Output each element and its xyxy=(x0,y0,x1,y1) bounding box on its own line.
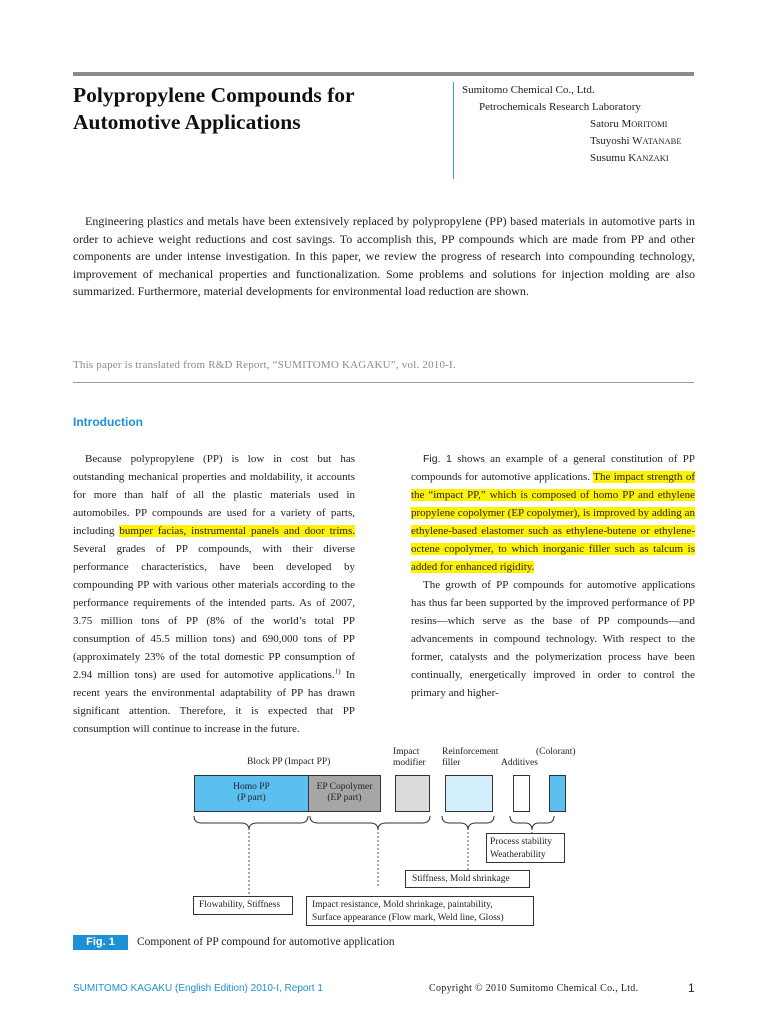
paper-title: Polypropylene Compounds for Automotive Applications xyxy=(73,83,355,134)
highlight-parts: bumper facias, instrumental panels and door trims. xyxy=(119,525,355,537)
label-modifier: modifier xyxy=(393,758,426,768)
figure-caption: Component of PP compound for automotive application xyxy=(137,936,395,948)
box-impact-resistance: Impact resistance, Mold shrinkage, paintability, Surface appearance (Flow mark, Weld line, Gloss) xyxy=(306,896,534,926)
header-divider xyxy=(453,82,454,179)
box-homo-pp: Homo PP (P part) xyxy=(194,775,309,812)
label-reinforcement: Reinforcement xyxy=(442,747,499,757)
column-continuation-spacer xyxy=(411,414,695,450)
box-flowability: Flowability, Stiffness xyxy=(193,896,293,915)
abstract-text: Engineering plastics and metals have been extensively replaced by polypropylene (PP) based materials in automotive parts in order to achieve weight reductions and cost savings. To accomplish this, PP compounds which are made from PP and other components are under intense investigation. In this paper, we review the progress of research into compounding technology, improvement of mechanical properties and functionalization. Some problems and solutions for injection molding are also summarized. Furthermore, material developments for environmental load reduction are shown. xyxy=(73,214,695,298)
brace-block-pp xyxy=(310,816,430,830)
highlight-impact-strength: The impact strength of the “impact PP,” which is composed of homo PP and ethylene propylene copolymer (EP copolymer), is improved by adding an ethylene-based elastomer such as ethylene-butene or ethylene-octene copolymer, to which inorganic filler such as talcum is added for enhanced rigidity. xyxy=(411,471,695,573)
affiliation-lab: Petrochemicals Research Laboratory xyxy=(479,101,641,113)
abstract xyxy=(73,213,695,301)
label-filler: filler xyxy=(442,758,461,768)
intro-paragraph-2: Fig. 1 shows an example of a general constitution of PP compounds for automotive applications. The impact strength of the “impact PP,” which is composed of homo PP and ethylene propylene copolymer (EP copolymer), is improved by adding an ethylene-based elastomer such as ethylene-butene or ethylene-octene copolymer, to which inorganic filler such as talcum is added for enhanced rigidity. xyxy=(411,453,695,573)
translation-note: This paper is translated from R&D Report, “SUMITOMO KAGAKU”, vol. 2010-I. xyxy=(73,359,456,371)
box-colorant xyxy=(549,775,566,812)
section-heading-introduction: Introduction xyxy=(73,415,143,429)
author-3: Susumu KANZAKI xyxy=(590,152,669,164)
brace-additives xyxy=(510,816,554,830)
box-additives xyxy=(513,775,530,812)
box-impact-modifier xyxy=(395,775,430,812)
label-block-pp: Block PP (Impact PP) xyxy=(247,757,331,767)
box-reinforcement-filler xyxy=(445,775,493,812)
box-stiffness-shrinkage: Stiffness, Mold shrinkage xyxy=(405,870,530,888)
intro-paragraph-1: Because polypropylene (PP) is low in cost but has outstanding mechanical properties and moldability, it accounts for more than half of all the plastic materials used in automobiles. PP compounds are used for a variety of parts, including bumper facias, instrumental panels and door trims. Several grades of PP compounds, with their diverse performance characteristics, have been developed by compounding PP with various other materials according to the performance requirements of the intended parts. As of 2007, 3.75 million tons of PP (8% of the world’s total PP consumption of 45.5 million tons) and 690,000 tons of PP (approximately 23% of the total domestic PP consumption of 2.94 million tons) are used for automotive applications.$^{1)}$ In recent years the environmental adaptability of PP has drawn significant attention. Therefore, it is expected that PP consumption will continue to increase in the future. xyxy=(73,453,355,735)
right-column xyxy=(411,414,695,702)
figure-badge: Fig. 1 xyxy=(73,935,128,950)
label-colorant: (Colorant) xyxy=(536,747,576,757)
author-1: Satoru MORITOMI xyxy=(590,118,668,130)
box-ep-copolymer: EP Copolymer (EP part) xyxy=(308,775,381,812)
affiliation-company: Sumitomo Chemical Co., Ltd. xyxy=(462,84,595,96)
footer-copyright: Copyright © 2010 Sumitomo Chemical Co., Ltd. xyxy=(429,983,639,994)
fig-reference[interactable]: Fig. 1 xyxy=(423,453,452,465)
section-rule xyxy=(73,382,694,383)
page-number: 1 xyxy=(688,981,695,995)
author-2: Tsuyoshi WATANABE xyxy=(590,135,682,147)
top-rule xyxy=(73,72,694,76)
box-process-stability: Process stability Weatherability xyxy=(486,833,565,863)
label-impact: Impact xyxy=(393,747,420,757)
brace-filler xyxy=(442,816,494,830)
left-column xyxy=(73,450,355,738)
label-additives: Additives xyxy=(501,758,538,768)
brace-homo xyxy=(194,816,308,830)
intro-paragraph-3: The growth of PP compounds for automotive applications has thus far been supported by the improved performance of PP resins—which serve as the base of PP compounds—and advancements in compound technology. With respect to the former, catalysts and the polymerization process have been continually, energetically improved in order to control the primary and higher- xyxy=(411,579,695,699)
footer-journal: SUMITOMO KAGAKU (English Edition) 2010-I, Report 1 xyxy=(73,983,323,994)
citation-ref: 1) xyxy=(334,667,341,676)
